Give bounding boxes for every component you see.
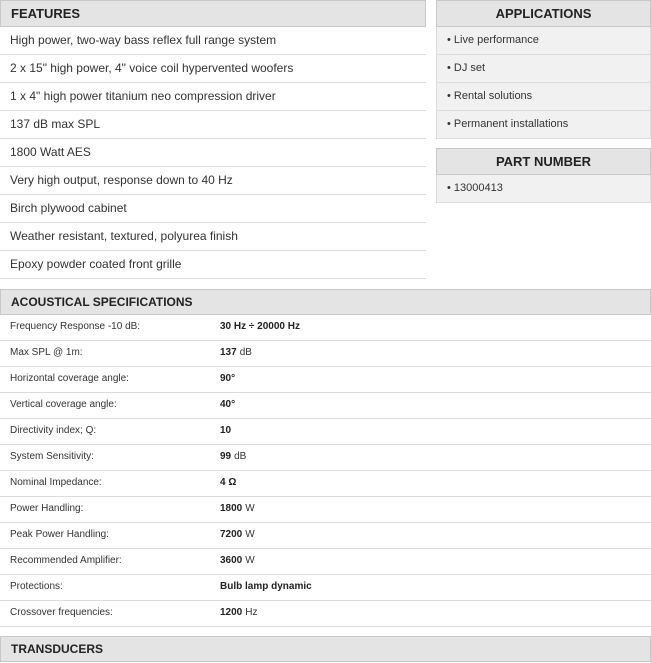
- spec-label: Nominal Impedance:: [10, 477, 102, 488]
- part-number-header: PART NUMBER: [436, 148, 651, 175]
- spec-value: 90°: [220, 373, 236, 384]
- features-panel: [0, 0, 426, 279]
- spec-value: 1800: [220, 503, 243, 514]
- spec-label: Power Handling:: [10, 503, 84, 514]
- part-number-panel: [436, 148, 651, 203]
- application-item: • DJ set: [436, 55, 651, 83]
- spec-label: System Sensitivity:: [10, 451, 94, 462]
- features-header: FEATURES: [0, 0, 426, 27]
- spec-value: Bulb lamp dynamic: [220, 581, 312, 592]
- spec-row: [0, 601, 651, 627]
- transducers-panel: [0, 636, 651, 662]
- spec-row: [0, 315, 651, 341]
- acoustical-specifications-header: ACOUSTICAL SPECIFICATIONS: [0, 289, 651, 315]
- spec-value-cell: [220, 393, 235, 418]
- spec-label: Horizontal coverage angle:: [10, 373, 129, 384]
- spec-label: Crossover frequencies:: [10, 607, 113, 618]
- spec-row: [0, 549, 651, 575]
- feature-item: 1 x 4" high power titanium neo compression driver: [0, 83, 426, 111]
- spec-unit: Hz: [245, 607, 258, 618]
- spec-row: [0, 445, 651, 471]
- spec-row: [0, 393, 651, 419]
- spec-value: 10: [220, 425, 232, 436]
- spec-label: Max SPL @ 1m:: [10, 347, 83, 358]
- spec-value-cell: [220, 315, 300, 340]
- feature-item: 1800 Watt AES: [0, 139, 426, 167]
- spec-value-cell: [220, 341, 252, 366]
- spec-label: Peak Power Handling:: [10, 529, 109, 540]
- spec-value-cell: [220, 419, 231, 444]
- spec-value-cell: [220, 497, 255, 522]
- transducers-header: TRANSDUCERS: [0, 636, 651, 662]
- feature-item: Birch plywood cabinet: [0, 195, 426, 223]
- spec-label: Protections:: [10, 581, 63, 592]
- spec-value: 3600: [220, 555, 243, 566]
- spec-value: 40°: [220, 399, 236, 410]
- spec-row: [0, 367, 651, 393]
- feature-item: 137 dB max SPL: [0, 111, 426, 139]
- spec-row: [0, 575, 651, 601]
- spec-value-cell: [220, 549, 255, 574]
- spec-table: [0, 315, 651, 627]
- spec-unit: W: [245, 529, 255, 540]
- spec-label: Recommended Amplifier:: [10, 555, 122, 566]
- spec-unit: dB: [234, 451, 247, 462]
- spec-row: [0, 497, 651, 523]
- spec-value: 30 Hz ÷ 20000 Hz: [220, 321, 300, 332]
- spec-unit: W: [245, 555, 255, 566]
- feature-item: 2 x 15" high power, 4" voice coil hypervented woofers: [0, 55, 426, 83]
- application-item: • Live performance: [436, 27, 651, 55]
- spec-row: [0, 523, 651, 549]
- spec-label: Frequency Response -10 dB:: [10, 321, 141, 332]
- spec-row: [0, 341, 651, 367]
- application-item: • Rental solutions: [436, 83, 651, 111]
- spec-label: Vertical coverage angle:: [10, 399, 117, 410]
- spec-row: [0, 419, 651, 445]
- applications-header: APPLICATIONS: [436, 0, 651, 27]
- spec-value: 137: [220, 347, 237, 358]
- applications-panel: [436, 0, 651, 139]
- spec-value-cell: [220, 445, 246, 470]
- feature-item: High power, two-way bass reflex full range system: [0, 27, 426, 55]
- spec-value: 4 Ω: [220, 477, 237, 488]
- application-item: • Permanent installations: [436, 111, 651, 139]
- spec-value-cell: [220, 367, 235, 392]
- spec-value: 7200: [220, 529, 243, 540]
- spec-label: Directivity index; Q:: [10, 425, 97, 436]
- spec-value: 99: [220, 451, 232, 462]
- spec-unit: W: [245, 503, 255, 514]
- feature-item: Weather resistant, textured, polyurea finish: [0, 223, 426, 251]
- spec-value: 1200: [220, 607, 243, 618]
- part-number-item: • 13000413: [436, 175, 651, 203]
- spec-value-cell: [220, 575, 312, 600]
- spec-unit: dB: [239, 347, 252, 358]
- spec-row: [0, 471, 651, 497]
- spec-value-cell: [220, 523, 255, 548]
- spec-value-cell: [220, 601, 257, 626]
- spec-value-cell: [220, 471, 236, 496]
- feature-item: Epoxy powder coated front grille: [0, 251, 426, 279]
- acoustical-specifications-panel: [0, 289, 651, 627]
- feature-item: Very high output, response down to 40 Hz: [0, 167, 426, 195]
